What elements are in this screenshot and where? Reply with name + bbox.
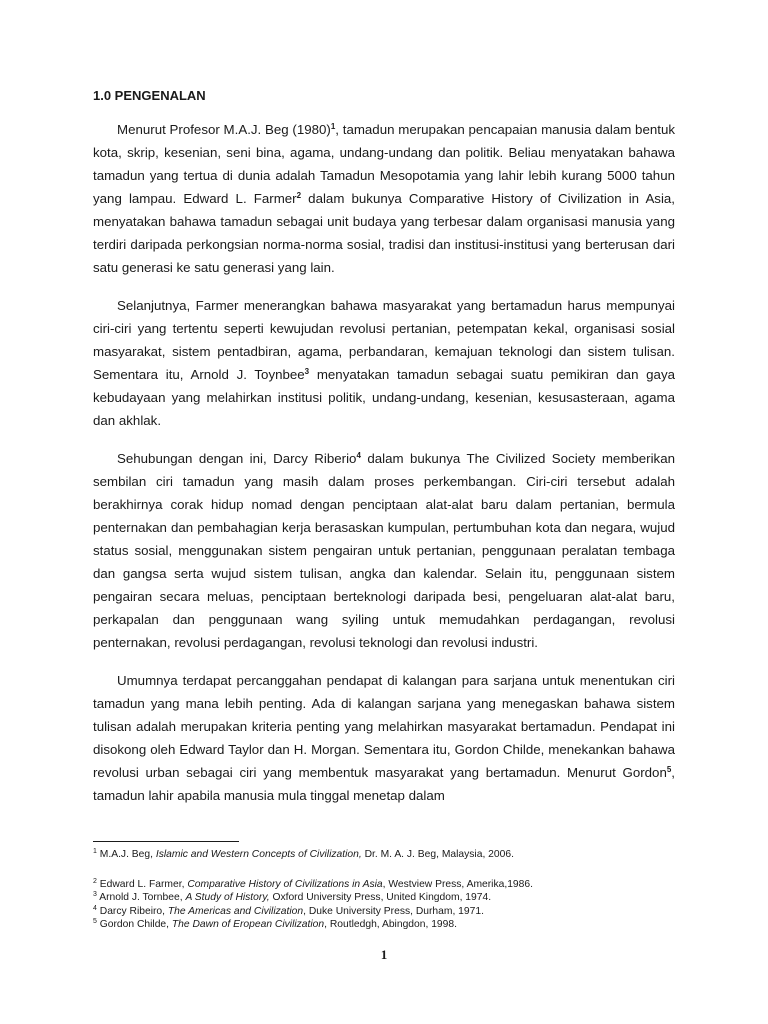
text-run: Menurut Profesor M.A.J. Beg (1980) — [117, 122, 331, 137]
footnote-separator — [93, 841, 239, 842]
footnote-title: Islamic and Western Concepts of Civilization, — [155, 849, 362, 860]
text-run: Sehubungan dengan ini, Darcy Riberio — [117, 451, 357, 466]
text-run: Selanjutnya, Farmer menerangkan bahawa masyarakat yang bertamadun harus mempunyai ciri-ciri yang tertentu seperti kewujudan revolusi pertanian, petempatan kekal, organisasi sosial masyarakat, sistem pentadbiran, agama, perbandaran, kemajuan teknologi dan sistem tulisan. Sementara itu, Arnold J. Toynbee — [93, 298, 675, 382]
footnote-2 — [93, 878, 693, 892]
body-text — [93, 118, 675, 807]
footnote-title: The Americas and Civilization — [167, 905, 304, 917]
footnote-number: 5 — [93, 918, 97, 925]
footnote-publisher: Oxford University Press, United Kingdom, 1974. — [269, 892, 492, 903]
footnote-ref[interactable]: 4 — [356, 451, 361, 460]
footnote-3 — [93, 891, 693, 905]
footnote-author: Darcy Ribeiro, — [96, 905, 168, 917]
footnote-author: M.A.J. Beg, — [96, 849, 156, 860]
footnote-publisher: Dr. M. A. J. Beg, Malaysia, 2006. — [361, 849, 514, 860]
footnote-ref[interactable]: 1 — [330, 122, 336, 131]
footnote-publisher: , Westview Press, Amerika,1986. — [382, 878, 533, 890]
text-run: , tamadun merupakan pencapaian manusia dalam bentuk kota, skrip, kesenian, seni bina, agama, undang-undang dan politik. Beliau menyatakan bahawa tamadun yang tertua di dunia adalah Tamadun Mesopotamia yang lahir lebih kurang 5000 tahun yang lampau. Edward L. Farmer — [93, 122, 675, 206]
footnote-number: 1 — [93, 848, 97, 855]
footnote-number: 3 — [93, 891, 97, 898]
footnote-title: The Dawn of Eropean Civilization — [171, 919, 325, 930]
footnote-author: Edward L. Farmer, — [96, 878, 188, 890]
paragraph-3 — [93, 447, 675, 654]
footnote-ref[interactable]: 3 — [304, 367, 310, 376]
footnote-publisher: , Routledgh, Abingdon, 1998. — [324, 919, 457, 930]
page-number: 1 — [380, 947, 388, 962]
footnotes — [93, 848, 693, 932]
footnote-number: 2 — [93, 877, 97, 885]
paragraph-2 — [93, 294, 675, 432]
text-run: dalam bukunya Comparative History of Civilization in Asia, menyatakan bahawa tamadun sebagai unit budaya yang terbesar dalam organisasi manusia yang terdiri daripada perkongsian norma-norma sosial, tradisi dan institusi-institusi yang berterusan dari satu generasi ke satu generasi yang lain. — [93, 191, 675, 275]
text-run: , tamadun lahir apabila manusia mula tinggal menetap dalam — [93, 765, 675, 803]
footnote-title: Comparative History of Civilizations in Asia — [187, 878, 383, 890]
footnote-ref[interactable]: 2 — [296, 191, 302, 200]
footnote-5 — [93, 918, 693, 932]
text-run: Umumnya terdapat percanggahan pendapat di kalangan para sarjana untuk menentukan ciri tamadun yang mana lebih penting. Ada di kalangan sarjana yang menegaskan bahawa sistem tulisan adalah merupakan kriteria penting yang melahirkan masyarakat bertamadun. Pendapat ini disokong oleh Edward Taylor dan H. Morgan. Sementara itu, Gordon Childe, menekankan bahawa revolusi urban sebagai ciri yang membentuk masyarakat yang bertamadun. Menurut Gordon — [93, 673, 675, 780]
text-run: dalam bukunya The Civilized Society memberikan sembilan ciri tamadun yang masih dalam proses perkembangan. Ciri-ciri tersebut adalah berakhirnya corak hidup nomad dengan penciptaan alat-alat baru dalam pertanian, bermula penternakan dan pembahagian kerja berasaskan kumpulan, pertumbuhan kota dan negara, wujud status sosial, menggunakan sistem pengairan untuk pertanian, penggunaan peralatan tembaga dan gangsa serta wujud sistem tulisan, angka dan kalendar. Selain itu, penggunaan sistem pengairan secara meluas, penciptaan berteknologi daripada besi, pengeluaran alat-alat baru, perkapalan dan penggunaan wang syiling untuk memudahkan perdagangan, revolusi penternakan, revolusi perdagangan, revolusi teknologi dan revolusi industri. — [93, 451, 675, 650]
paragraph-4 — [93, 669, 675, 807]
footnote-title: A Study of History, — [185, 892, 270, 903]
footnote-4 — [93, 905, 693, 919]
footnote-publisher: , Duke University Press, Durham, 1971. — [303, 905, 484, 917]
paragraph-1 — [93, 118, 675, 279]
footnote-1 — [93, 848, 693, 862]
footnote-author: Gordon Childe, — [96, 919, 172, 930]
section-heading: 1.0 PENGENALAN — [93, 88, 206, 103]
text-run: menyatakan tamadun sebagai suatu pemikiran dan gaya kebudayaan yang melahirkan institusi politik, undang-undang, kesenian, kesusasteraan, agama dan akhlak. — [93, 367, 675, 428]
body-text-area — [93, 118, 675, 828]
footnote-author: Arnold J. Tornbee, — [96, 892, 186, 903]
footnote-ref[interactable]: 5 — [666, 765, 672, 774]
footnote-number: 4 — [93, 904, 97, 912]
